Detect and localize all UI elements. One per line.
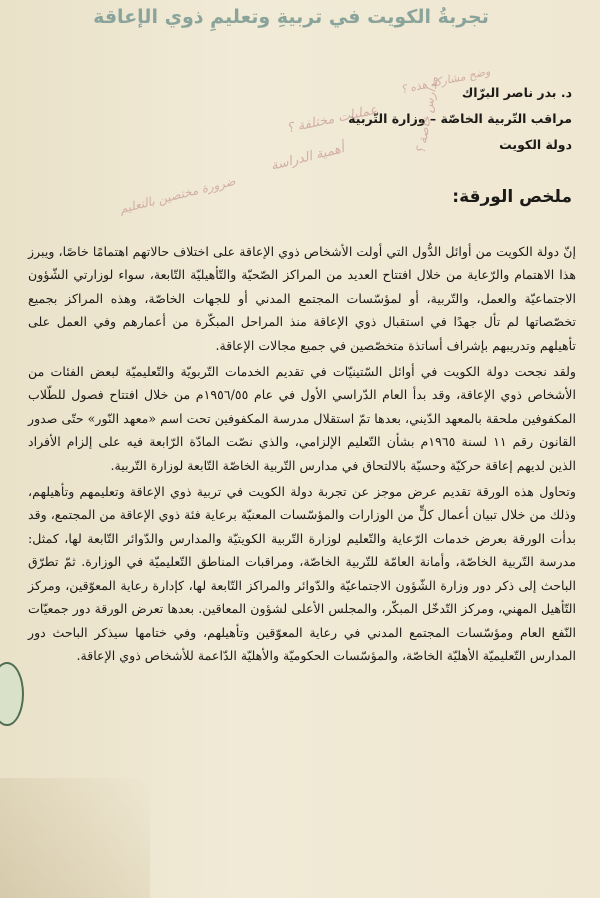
author-block <box>348 80 572 158</box>
margin-binding-mark <box>0 662 24 726</box>
section-heading: ملخص الورقة: <box>452 187 572 207</box>
handwritten-note: مدارس خاصة ؟ <box>413 75 441 155</box>
abstract-body <box>28 240 576 670</box>
paragraph: إنّ دولة الكويت من أوائل الدُّول التي أولت الأشخاص ذوي الإعاقة على اختلاف حالاتهم اهتمامًا خاصًا، ويبرز هذا الاهتمام والرّعاية من خلال افتتاح العديد من المراكز الصّحيّة والتّأهيليّة التّابعة، سواء لوزارتي الشّؤون الاجتماعيّة والعمل، والتّربية، أو لمؤسّسات المجتمع المدني أو للجهات الخاصّة، وهذه المراكز بجميع تخصّصاتها لم تأل جهدًا في استقبال ذوي الإعاقة منذ المراحل المبكّرة من أعمارهم وفي العمل على تأهيلهم وتدريبهم بإشراف أساتذة متخصّصين في جميع مجالات الإعاقة. <box>28 244 576 353</box>
paragraph: وتحاول هذه الورقة تقديم عرض موجز عن تجربة دولة الكويت في تربية ذوي الإعاقة وتعليمهم وتأهيلهم، وذلك من خلال تبيان أعمال كلٍّ من الوزارات والمؤسّسات المعنيّة برعاية فئة ذوي الإعاقة من المجتمع، وقد بدأت الورقة بعرض خدمات الرّعاية والتّعليم لوزارة التّربية الكويتيّة والمدارس والدّوائر التّابعة لها، كمثل: مدرسة التّربية الخاصّة، وأمانة العامّة للتّربية الخاصّة، ومراقبات المناطق التّعليميّة في الوزارة. ثمّ تطرّق الباحث إلى ذكر دور وزارة الشّؤون الاجتماعيّة والدّوائر والمراكز التّابعة لها، كإدارة رعاية المعوّقين، ومركز التّأهيل المهني، ومركز التّدخّل المبكّر، والمجلس الأعلى لشؤون المعاقين. بعدها تعرض الورقة دور جمعيّات النّفع العام ومؤسّسات المجتمع المدني في رعاية المعوّقين وتأهيلهم، وفي ختامها سيذكر الباحث دور المدارس التّعليميّة الأهليّة الخاصّة، والمؤسّسات الحكوميّة والأهليّة الدّاعمة للأشخاص ذوي الإعاقة. <box>28 484 576 663</box>
handwritten-note: عمليات مختلفة ؟ <box>285 102 379 137</box>
handwritten-note: وضح مشاركة هذه ؟ <box>399 64 492 97</box>
page-title: تجربةُ الكويت في تربيةِ وتعليمِ ذوي الإعاقة <box>93 6 489 28</box>
author-country: دولة الكويت <box>499 137 572 152</box>
page-stain <box>0 778 150 898</box>
handwritten-note: أهمية الدراسة <box>269 141 346 174</box>
paragraph: ولقد نجحت دولة الكويت في أوائل السّتينيّات في تقديم الخدمات التّربويّة والتّعليميّة لبعض الفئات من الأشخاص ذوي الإعاقة، وقد بدأ العام الدّراسي الأول في عام ١٩٥٦/٥٥م من خلال افتتاح فصول للطّلاب المكفوفين ملحقة بالمعهد الدّيني، بعدها تمّ استقلال مدرسة المكفوفين تحت اسم «معهد النّور» حتّى صدور القانون رقم ١١ لسنة ١٩٦٥م بشأن التّعليم الإلزامي، والذي نصّت المادّة الرّابعة فيه على إلزام الأفراد الذين لديهم إعاقة حركيّة وحسيّة بالالتحاق في مدارس التّربية الخاصّة التّابعة لوزارة التّربية. <box>28 364 576 473</box>
handwritten-note: ضرورة مختصين بالتعليم <box>118 173 237 217</box>
author-position: مراقب التّربية الخاصّة – وزارة التّربية <box>348 111 572 126</box>
author-name: د. بدر ناصر البرّاك <box>461 85 572 100</box>
